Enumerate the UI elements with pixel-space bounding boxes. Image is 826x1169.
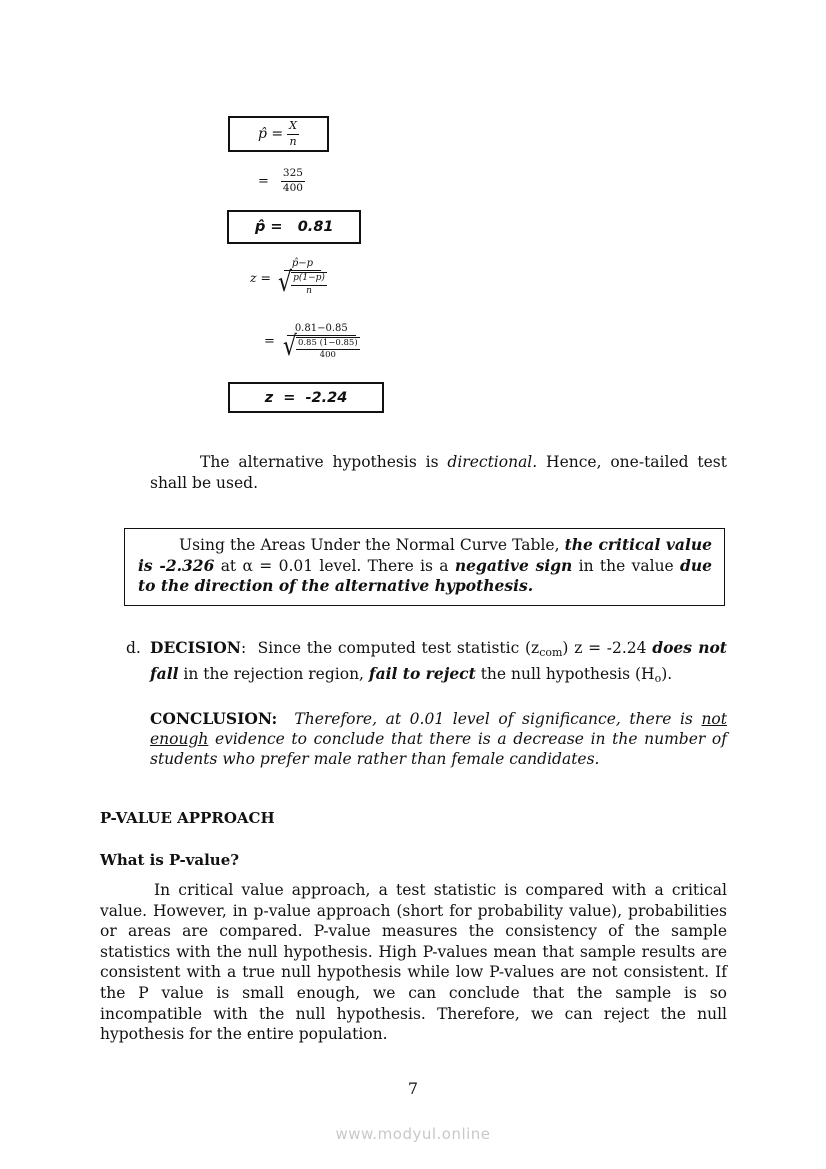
fraction-denominator — [281, 330, 362, 362]
text: Using the Areas Under the Normal Curve Table, — [179, 536, 565, 554]
square-root — [278, 266, 327, 299]
z-substitution-fraction — [281, 323, 362, 361]
fail-to-reject-emphasis: fail to reject — [368, 663, 476, 683]
phat-definition-fraction — [287, 120, 299, 147]
fraction-numerator: 0.81−0.85 — [287, 323, 356, 336]
fraction-numerator: p̂−p — [284, 258, 321, 271]
critical-value-text — [138, 535, 712, 597]
radical-sign: √ — [282, 330, 297, 362]
decision-paragraph — [150, 638, 727, 689]
radicand — [296, 337, 360, 361]
subscript: o — [654, 671, 662, 685]
fraction-denominator — [276, 266, 329, 299]
phat-definition-box — [228, 116, 329, 152]
subscript: com — [539, 646, 563, 659]
radical-sign: √ — [278, 266, 293, 299]
directional-paragraph — [150, 452, 727, 493]
text: Therefore, at 0.01 level of significance, there is — [277, 710, 702, 728]
text: ) z = -2.24 — [562, 639, 653, 657]
z-formula-fraction — [276, 258, 329, 297]
text: at α = 0.01 level. There is a — [214, 556, 455, 575]
inner-fraction — [291, 274, 327, 297]
does-not-fall-emphasis: does not fall — [150, 638, 727, 683]
critical-value-emphasis: the critical value is -2.326 — [138, 535, 712, 575]
pvalue-body: In critical value approach, a test statistic is compared with a critical value. However, in p-value approach (short for probability value), probabilities or areas are compared. P-value measures the consistency of the sample statistics with the null hypothesis. High P-values mean that sample results are consistent with a true null hypothesis while low P-values are not consistent. If the P value is small enough, we can conclude that the sample is so incompatible with the null hypothesis. Therefore, we can reject the null hypothesis for the entire population. — [100, 881, 727, 1044]
text: in the value — [572, 556, 681, 575]
conclusion-paragraph — [150, 709, 727, 769]
fraction-numerator: X — [287, 120, 299, 134]
inner-denominator: n — [306, 285, 312, 296]
critical-value-box — [124, 528, 725, 606]
phat-substitution — [258, 168, 305, 194]
direction-emphasis: due to the direction of the alternative hypothesis. — [138, 555, 713, 596]
text: in the rejection region, — [178, 664, 369, 683]
phat-result: p̂ = 0.81 — [255, 219, 334, 235]
emphasis: directional — [447, 453, 533, 471]
decision-marker: d. — [126, 639, 141, 657]
z-formula-lhs: z = — [250, 269, 272, 285]
equals-sign: = — [264, 334, 275, 350]
pvalue-heading: P-VALUE APPROACH — [100, 809, 275, 827]
text: The alternative hypothesis is — [200, 453, 448, 471]
inner-denominator: 400 — [319, 350, 336, 361]
not-enough-underlined: not enough — [150, 710, 727, 748]
equals-sign: = — [258, 173, 269, 189]
pvalue-subheading: What is P-value? — [100, 851, 240, 869]
fraction-denominator: n — [289, 134, 297, 148]
text: evidence to conclude that there is a decrease in the number of students who prefer male rather than female candidates. — [150, 730, 727, 768]
inner-fraction — [296, 339, 360, 361]
conclusion-label: CONCLUSION: — [150, 709, 278, 728]
z-result: z = -2.24 — [264, 389, 348, 406]
inner-numerator: p(1−p) — [291, 274, 327, 286]
fraction-numerator: 325 — [281, 168, 305, 182]
footer-watermark: www.modyul.online — [335, 1125, 491, 1143]
text: . Hence, one-tailed test shall be used. — [150, 453, 727, 492]
inner-numerator: 0.85 (1−0.85) — [296, 339, 360, 350]
phat-result-box — [227, 210, 361, 244]
z-formula — [250, 258, 329, 297]
phat-definition-lhs: p̂ = — [258, 126, 284, 142]
z-result-box — [228, 382, 384, 413]
square-root — [282, 330, 360, 362]
z-substitution — [264, 323, 362, 361]
negative-sign-emphasis: negative sign — [454, 555, 573, 575]
radicand — [291, 272, 327, 297]
fraction-denominator: 400 — [282, 181, 303, 194]
text: : — [240, 639, 247, 657]
text: ). — [661, 664, 673, 683]
page-number: 7 — [407, 1079, 419, 1098]
decision-label: DECISION — [150, 638, 241, 657]
text: the null hypothesis (H — [475, 664, 655, 683]
text: Since the computed test statistic (z — [246, 639, 540, 657]
phat-substitution-fraction — [281, 168, 305, 194]
